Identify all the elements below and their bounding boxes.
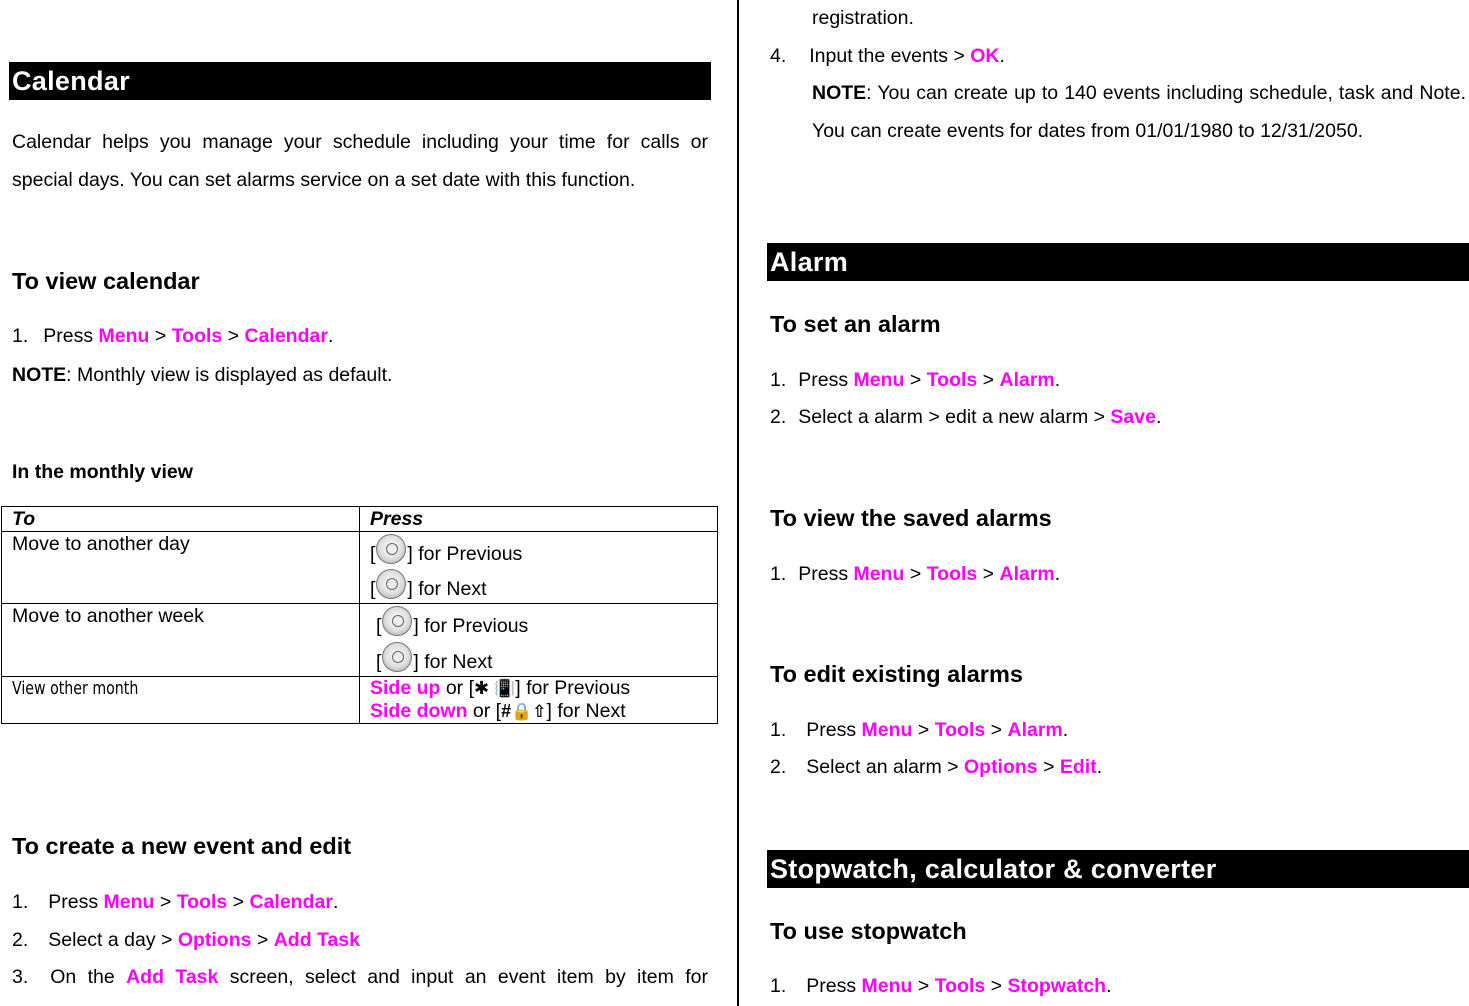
step-text: On the [50, 966, 127, 988]
create-event-heading: To create a new event and edit [12, 833, 352, 859]
star-vibrate-key-icon: ✱ 📳 [474, 678, 516, 698]
step-number: 1. [770, 975, 787, 997]
column-divider [737, 0, 739, 1006]
options-keyword: Options [963, 756, 1038, 778]
options-keyword: Options [177, 929, 252, 951]
or-text: or [ [440, 677, 475, 699]
row-month-keys [360, 677, 718, 724]
menu-keyword: Menu [861, 975, 913, 997]
stopwatch-keyword: Stopwatch [1007, 975, 1107, 997]
step-text: Press [806, 975, 862, 997]
create-event-step-1 [12, 891, 338, 914]
view-alarms-step-1 [770, 563, 1060, 586]
create-event-step-3 [12, 966, 708, 989]
next-text: ] for Next [413, 651, 493, 673]
separator: > [912, 719, 935, 741]
month-action-text: View other month [12, 679, 139, 699]
menu-keyword: Menu [853, 369, 905, 391]
calendar-keyword: Calendar [249, 891, 333, 913]
punctuation: . [999, 45, 1005, 67]
monthly-default-note [12, 364, 392, 387]
day-next-line [370, 567, 717, 603]
tools-keyword: Tools [926, 369, 978, 391]
edit-alarms-heading: To edit existing alarms [770, 661, 1023, 687]
tools-keyword: Tools [176, 891, 228, 913]
bracket: [ [376, 651, 382, 673]
menu-keyword: Menu [98, 325, 150, 347]
tools-keyword: Tools [926, 563, 978, 585]
menu-keyword: Menu [103, 891, 155, 913]
next-text: ] for Next [407, 578, 487, 600]
alarm-keyword: Alarm [999, 563, 1055, 585]
step-text: Press [43, 325, 99, 347]
stopwatch-section-title: Stopwatch, calculator & converter [767, 850, 1469, 888]
note-label: NOTE [812, 82, 867, 104]
punctuation: . [1054, 563, 1061, 585]
event-limit-note [812, 74, 1466, 150]
row-month-action [2, 677, 360, 724]
save-keyword: Save [1110, 406, 1156, 428]
step-text: screen, select and input an event item by item for [218, 966, 708, 988]
row-day-keys [360, 532, 718, 604]
edit-alarms-step-1 [770, 719, 1068, 742]
separator: > [227, 891, 250, 913]
separator: > [904, 563, 927, 585]
alarm-section-title: Alarm [767, 243, 1469, 281]
step-number: 2. [770, 406, 787, 428]
day-previous-line [370, 532, 717, 567]
note-label: NOTE [12, 364, 67, 386]
step-number: 1. [12, 325, 29, 347]
step-text: Select a day > [48, 929, 178, 951]
set-alarm-heading: To set an alarm [770, 311, 941, 337]
nav-key-icon [382, 642, 412, 672]
row-week-keys [360, 604, 718, 677]
bracket: [ [376, 615, 382, 637]
step-text: Input the events > [809, 45, 971, 67]
or-text: or [ [467, 700, 502, 722]
monthly-view-heading: In the monthly view [12, 461, 193, 483]
separator: > [985, 975, 1008, 997]
row-week-action: Move to another week [2, 604, 360, 677]
alarm-keyword: Alarm [1007, 719, 1063, 741]
nav-key-icon [376, 534, 406, 564]
punctuation: . [1054, 369, 1061, 391]
punctuation: . [1062, 719, 1069, 741]
month-previous-line [370, 677, 717, 700]
step-number: 1. [12, 891, 29, 913]
alarm-keyword: Alarm [999, 369, 1055, 391]
punctuation: . [1106, 975, 1112, 997]
create-event-step-2 [12, 929, 360, 952]
calendar-keyword: Calendar [244, 325, 328, 347]
set-alarm-step-1 [770, 369, 1060, 392]
week-previous-line [376, 604, 717, 639]
next-text: ] for Next [546, 700, 626, 722]
edit-alarms-step-2 [770, 756, 1102, 779]
bracket: [ [370, 578, 376, 600]
step-text: Select a alarm > edit a new alarm > [798, 406, 1111, 428]
step-3-content [50, 966, 708, 989]
separator: > [904, 369, 927, 391]
edit-keyword: Edit [1059, 756, 1097, 778]
side-up-keyword: Side up [370, 677, 441, 699]
bracket: [ [370, 543, 376, 565]
header-press: Press [360, 507, 718, 532]
stopwatch-step-1 [770, 975, 1112, 998]
hash-lock-key-icon: #🔒⇧ [501, 701, 547, 721]
punctuation: . [1155, 406, 1162, 428]
note-text: : Monthly view is displayed as default. [66, 364, 393, 386]
previous-text: ] for Previous [407, 543, 523, 565]
step-text: Press [798, 369, 854, 391]
nav-key-icon [376, 569, 406, 599]
view-alarms-heading: To view the saved alarms [770, 505, 1052, 531]
separator: > [985, 719, 1008, 741]
step-number: 2. [12, 929, 29, 951]
step-number: 1. [770, 369, 787, 391]
set-alarm-step-2 [770, 406, 1161, 429]
calendar-intro: Calendar helps you manage your schedule including your time for calls or special days. You can set alarms service on a set date with this function. [12, 131, 708, 191]
row-day-action: Move to another day [2, 532, 360, 604]
view-calendar-heading: To view calendar [12, 268, 200, 294]
separator: > [154, 891, 177, 913]
step-text: Press [798, 563, 854, 585]
punctuation: . [332, 891, 339, 913]
monthly-view-key-table [1, 506, 718, 724]
punctuation: . [1096, 756, 1103, 778]
separator: > [251, 929, 274, 951]
separator: > [222, 325, 245, 347]
tools-keyword: Tools [934, 975, 986, 997]
menu-keyword: Menu [861, 719, 913, 741]
step-number: 3. [12, 966, 29, 988]
add-task-keyword: Add Task [273, 929, 361, 951]
calendar-section-title: Calendar [9, 62, 711, 100]
separator: > [1037, 756, 1060, 778]
side-down-keyword: Side down [370, 700, 468, 722]
step-number: 2. [770, 756, 787, 778]
separator: > [977, 369, 1000, 391]
step-text: Select an alarm > [806, 756, 964, 778]
step-number: 1. [770, 719, 787, 741]
ok-keyword: OK [970, 45, 1000, 67]
table-row [2, 604, 718, 677]
tools-keyword: Tools [171, 325, 223, 347]
stopwatch-heading: To use stopwatch [770, 918, 967, 944]
previous-text: ] for Previous [515, 677, 631, 699]
month-next-line [370, 700, 717, 723]
separator: > [977, 563, 1000, 585]
menu-keyword: Menu [853, 563, 905, 585]
table-row [2, 677, 718, 724]
step-text: Press [806, 719, 862, 741]
table-row [2, 532, 718, 604]
step-number: 1. [770, 563, 787, 585]
step-number: 4. [770, 45, 787, 67]
header-to: To [2, 507, 360, 532]
note-text: : You can create up to 140 events including schedule, task and Note. You can create events for dates from 01/01/1980 to 12/31/2050. [812, 82, 1466, 142]
previous-text: ] for Previous [413, 615, 529, 637]
registration-continuation: registration. [812, 7, 914, 29]
separator: > [149, 325, 172, 347]
punctuation: . [327, 325, 334, 347]
week-next-line [376, 639, 717, 676]
add-task-keyword: Add Task [126, 966, 219, 988]
step-text: Press [48, 891, 104, 913]
view-calendar-step-1 [12, 325, 333, 348]
nav-key-icon [382, 606, 412, 636]
tools-keyword: Tools [934, 719, 986, 741]
table-header-row [2, 507, 718, 532]
separator: > [912, 975, 935, 997]
event-step-4 [770, 45, 1005, 68]
